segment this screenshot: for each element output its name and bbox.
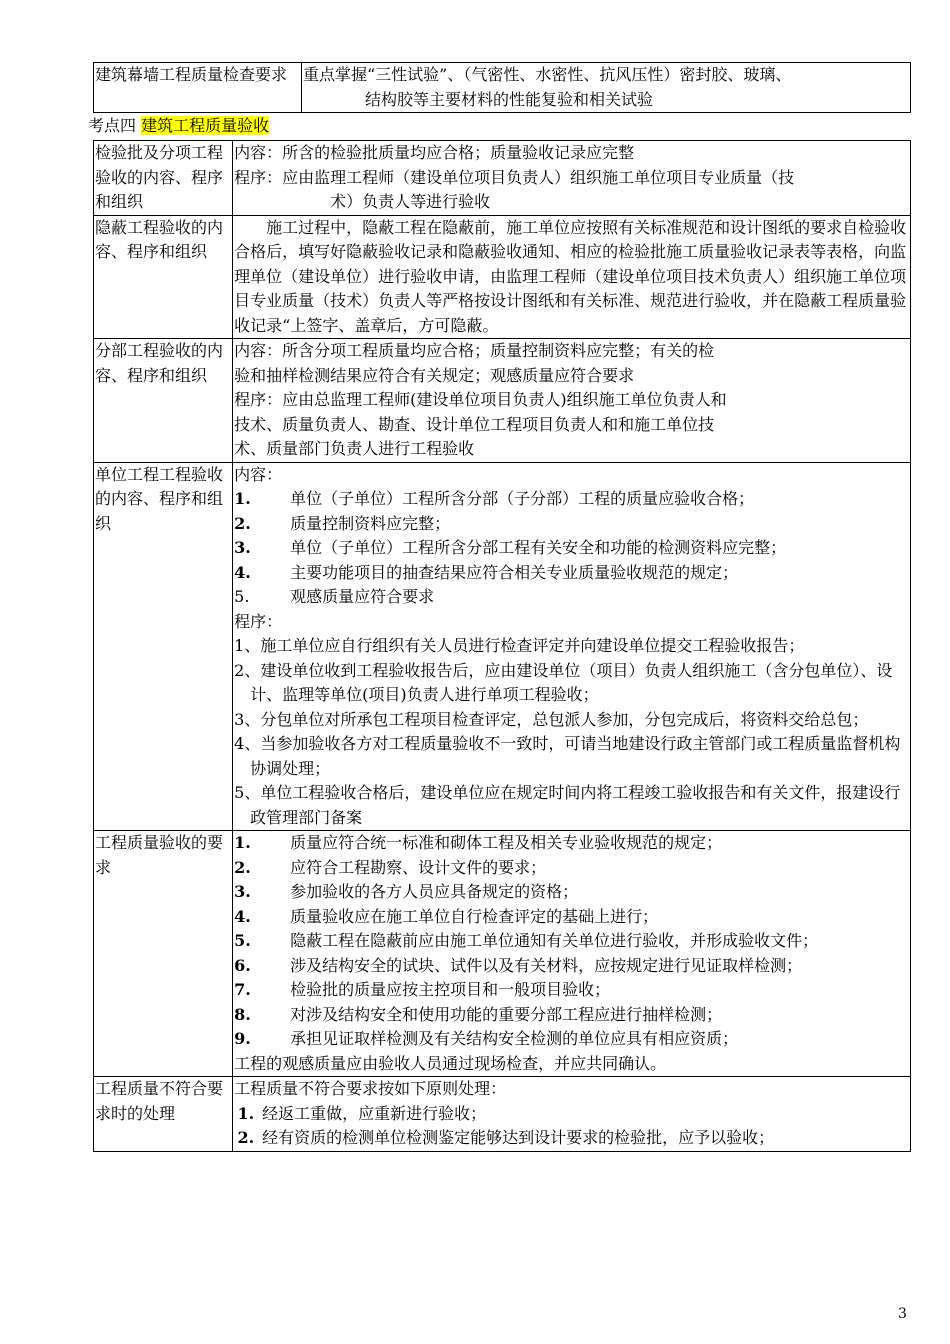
procedure-step: 4、当参加验收各方对工程质量验收不一致时，可请当地建设行政主管部门或工程质量监督机构协调处理；	[234, 734, 901, 778]
closing-line: 工程的观感质量应由验收人员通过现场检查，并应共同确认。	[234, 1053, 667, 1073]
row-label: 单位工程工程验收的内容、程序和组织	[94, 462, 233, 831]
list-item: 7. 检验批的质量应按主控项目和一般项目验收；	[234, 980, 611, 999]
content-line: 程序：应由总监理工程师(建设单位项目负责人)组织施工单位负责人和	[234, 390, 727, 409]
curtain-wall-table	[93, 62, 911, 113]
list-item: 2. 质量控制资料应完整；	[234, 513, 451, 533]
procedure-step: 3、分包单位对所承包工程项目检查评定，总包派人参加，分包完成后，将资料交给总包；	[234, 709, 869, 729]
list-item: 1. 单位（子单位）工程所含分部（子分部）工程的质量应验收合格；	[234, 489, 755, 508]
row-content	[233, 339, 911, 463]
procedure-step: 2、建设单位收到工程验收报告后，应由建设单位（项目）负责人组织施工（含分包单位）、设计、监理等单位(项目)负责人进行单项工程验收；	[234, 660, 893, 704]
content-title: 内容：	[234, 464, 283, 484]
row-label: 工程质量验收的要求	[94, 831, 233, 1077]
list-item: 3. 单位（子单位）工程所含分部工程有关安全和功能的检测资料应完整；	[234, 538, 787, 557]
page-number: 3	[898, 1306, 907, 1322]
content-line: 内容：所含分项工程质量均应合格；质量控制资料应完整；有关的检	[234, 341, 715, 360]
list-item: 8. 对涉及结构安全和使用功能的重要分部工程应进行抽样检测；	[234, 1004, 723, 1024]
content-line: 验和抽样检测结果应符合有关规定；观感质量应符合要求	[234, 365, 635, 385]
list-item: 3. 参加验收的各方人员应具备规定的资格；	[234, 882, 579, 901]
table-row	[94, 215, 911, 339]
heading-prefix: 考点四	[88, 116, 142, 135]
list-item: 2. 应符合工程勘察、设计文件的要求；	[234, 857, 547, 877]
section-heading	[88, 114, 269, 138]
list-item: 1. 经返工重做，应重新进行验收；	[237, 1103, 487, 1123]
row-content	[302, 63, 911, 113]
procedure-step: 1、施工单位应自行组织有关人员进行检查评定并向建设单位提交工程验收报告；	[234, 636, 805, 655]
table-row	[94, 141, 911, 216]
content-line: 术、质量部门负责人进行工程验收	[234, 439, 475, 458]
list-item: 1. 质量应符合统一标准和砌体工程及相关专业验收规范的规定；	[234, 833, 723, 852]
procedure-title: 程序：	[234, 611, 283, 631]
list-item: 6. 涉及结构安全的试块、试件以及有关材料，应按规定进行见证取样检测；	[234, 955, 803, 975]
content-line: 工程质量不符合要求按如下原则处理：	[234, 1079, 507, 1098]
row-label: 隐蔽工程验收的内容、程序和组织	[94, 215, 233, 339]
quality-acceptance-table	[93, 140, 911, 1152]
table-row	[94, 63, 911, 113]
row-content	[233, 1077, 911, 1152]
row-label: 建筑幕墙工程质量检查要求	[94, 63, 302, 113]
content-line: 术）负责人等进行验收	[330, 192, 491, 211]
row-label: 检验批及分项工程验收的内容、程序和组织	[94, 141, 233, 216]
row-content	[233, 462, 911, 831]
content-line: 技术、质量负责人、勘查、设计单位工程项目负责人和和施工单位技	[234, 414, 715, 434]
list-item: 2. 经有资质的检测单位检测鉴定能够达到设计要求的检验批，应予以验收；	[237, 1128, 775, 1147]
table-row	[94, 831, 911, 1077]
content-paragraph: 施工过程中，隐蔽工程在隐蔽前，施工单位应按照有关标准规范和设计图纸的要求自检验收合格后，填写好隐蔽验收记录和隐蔽验收通知、相应的检验批施工质量验收记录表等表格，向监理单位（建设单位）进行验收申请，由监理工程师（建设单位项目技术负责人）组织施工单位项目专业质量（技术）负责人等严格按设计图纸和有关标准、规范进行验收，并在隐蔽工程质量验收记录“上签字、盖章后，方可隐蔽。	[234, 217, 907, 335]
row-label: 分部工程验收的内容、程序和组织	[94, 339, 233, 463]
table-row	[94, 1077, 911, 1152]
heading-title: 建筑工程质量验收	[141, 116, 270, 135]
content-line: 程序：应由监理工程师（建设单位项目负责人）组织施工单位项目专业质量（技	[234, 167, 795, 187]
row-content	[233, 141, 911, 216]
procedure-step: 5、单位工程验收合格后，建设单位应在规定时间内将工程竣工验收报告和有关文件，报建设行政管理部门备案	[234, 783, 901, 827]
list-item: 4. 质量验收应在施工单位自行检查评定的基础上进行；	[234, 906, 659, 926]
table-row	[94, 339, 911, 463]
content-line: 重点掌握“三性试验”、（气密性、水密性、抗风压性）密封胶、玻璃、	[303, 65, 792, 84]
list-item: 4. 主要功能项目的抽查结果应符合相关专业质量验收规范的规定；	[234, 562, 739, 582]
list-item: 5. 隐蔽工程在隐蔽前应由施工单位通知有关单位进行验收，并形成验收文件；	[234, 931, 819, 950]
content-line: 内容：所含的检验批质量均应合格；质量验收记录应完整	[234, 143, 635, 162]
list-item: 9. 承担见证取样检测及有关结构安全检测的单位应具有相应资质；	[234, 1029, 739, 1048]
row-content	[233, 831, 911, 1077]
table-row	[94, 462, 911, 831]
row-label: 工程质量不符合要求时的处理	[94, 1077, 233, 1152]
content-line: 结构胶等主要材料的性能复验和相关试验	[365, 89, 654, 109]
list-item: 5. 观感质量应符合要求	[234, 587, 435, 606]
row-content	[233, 215, 911, 339]
